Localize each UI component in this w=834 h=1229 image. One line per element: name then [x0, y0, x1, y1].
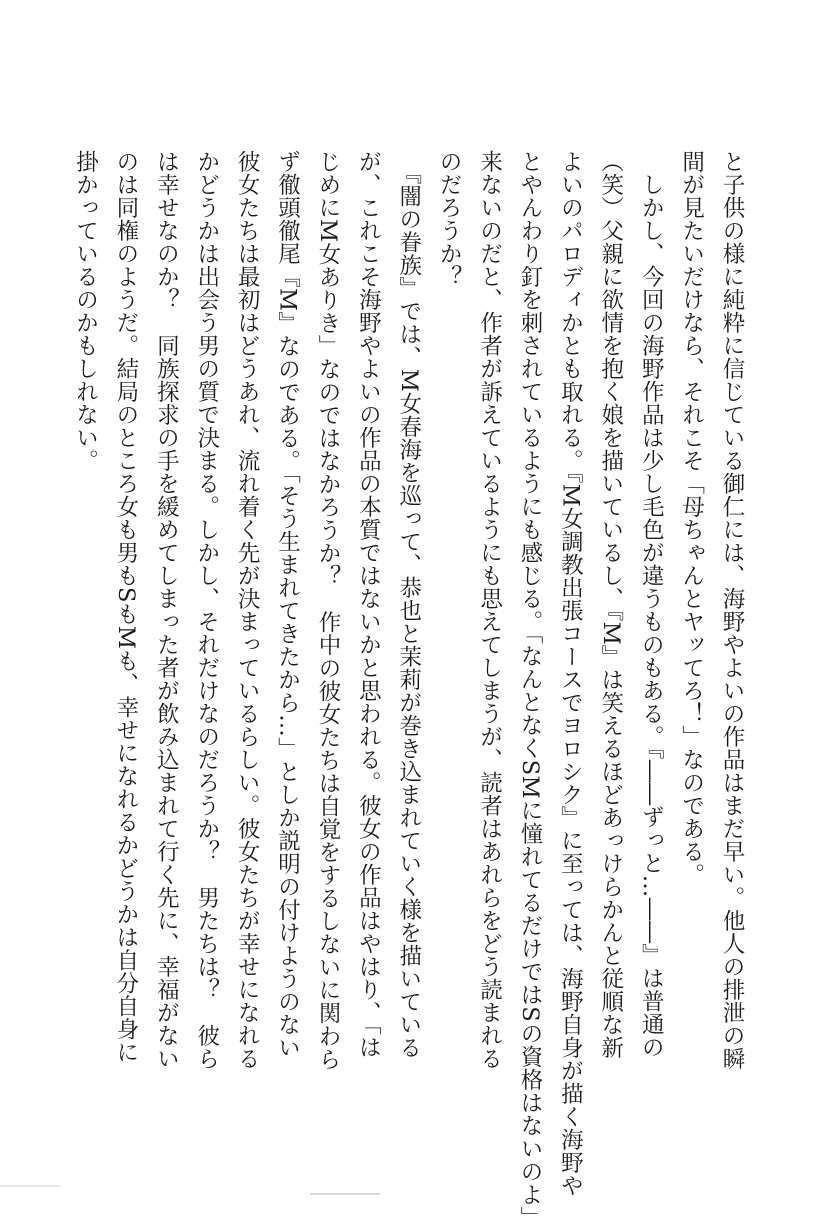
text-column: と子供の様に純粋に信じている御仁には、海野やよいの作品はまだ早い。他人の排泄の瞬	[719, 150, 745, 1070]
text-column: しかし、今回の海野作品は少し毛色が違うものもある。『――ずっと…――』は普通の	[638, 150, 665, 1059]
text-column: とやんわり釘を刺されているようにも感じる。「なんとなくSMに憧れてるだけではSの資格はないのよ」	[516, 150, 543, 1229]
page-edge-mark	[310, 1193, 380, 1195]
text-column: 間が見たいだけなら、それこそ「母ちゃんとヤッてろ！」なのである。	[678, 150, 705, 886]
text-column: （笑）父親に欲情を抱く娘を描いているし、『M』は笑えるほどあっけらかんと従順な新	[597, 150, 624, 1060]
text-column: 『闇の眷族』では、M女春海を巡って、恭也と茉莉が巻き込まれていく様を描いている	[395, 150, 422, 1060]
text-column: じめにM女ありき」なのではなかろうか？ 作中の彼女たちは自覚をするしないに関わら	[314, 150, 341, 1071]
text-column: 来ないのだと、作者が訴えているようにも思えてしまうが、読者はあれらをどう読まれる	[476, 150, 503, 1070]
vertical-text-body	[65, 150, 752, 1229]
text-column: は幸せなのか？ 同族探求の手を緩めてしまった者が飲み込まれて行く先に、幸福がない	[153, 150, 180, 1070]
page-edge-mark	[0, 1185, 60, 1187]
text-column: 掛かっているのかもしれない。	[72, 150, 99, 472]
text-column: よいのパロディかとも取れる。『M女調教出張コースでヨロシク』に至っては、海野自身が描く海野や	[557, 150, 584, 1198]
text-column: かどうかは出会う男の質で決まる。しかし、それだけなのだろうか？ 男たちは？ 彼ら	[193, 150, 220, 1070]
text-column: が、これこそ海野やよいの作品の本質ではないかと思われる。彼女の作品はやはり、「は	[355, 150, 382, 1059]
text-column: のだろうか？	[436, 150, 463, 288]
text-column: 彼女たちは最初はどうあれ、流れ着く先が決まっているらしい。彼女たちが幸せになれる	[234, 150, 261, 1070]
text-column: のは同権のようだ。結局のところ女も男もSもMも、幸せになれるかどうかは自分自身に	[112, 150, 139, 1064]
text-column: ず徹頭徹尾『M』なのである。「そう生まれてきたから…」としか説明の付けようのない	[274, 150, 301, 1060]
